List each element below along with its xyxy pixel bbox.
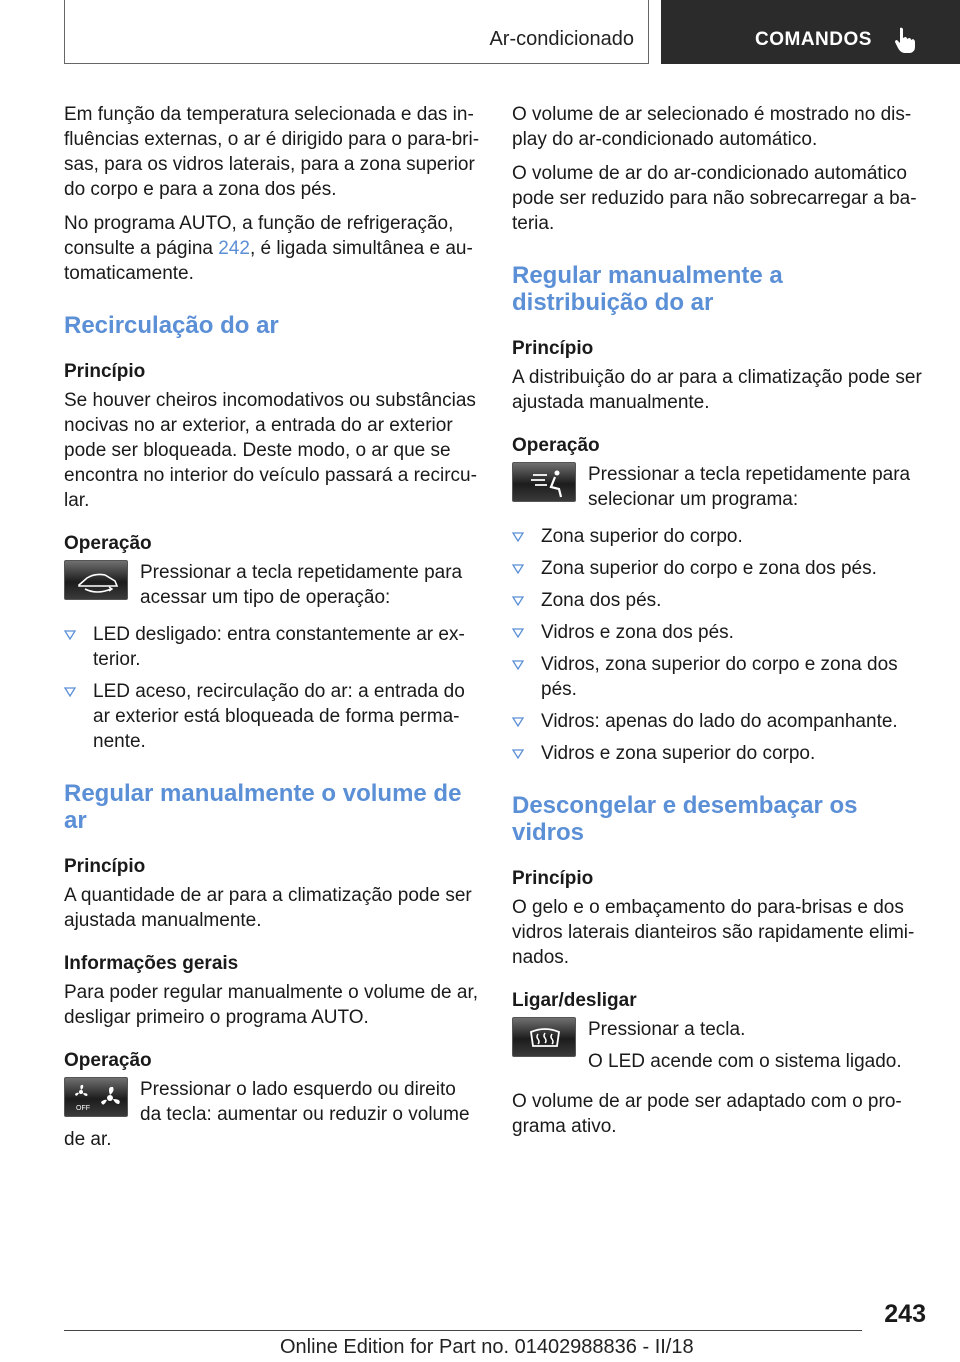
volume-operation-heading: Operação: [64, 1050, 152, 1071]
list-item: Vidros e zona superior do corpo.: [512, 741, 924, 766]
volume-battery-paragraph: O volume de ar do ar-condicionado automático pode ser reduzido para não sobrecarregar a ba-teria.: [512, 163, 917, 234]
list-item: LED desligado: entra constantemente ar ex-terior.: [64, 622, 480, 672]
fan-button-icon: [64, 1077, 128, 1117]
header-chapter-tab: [661, 0, 960, 64]
triangle-bullet-icon: [512, 717, 524, 727]
recirculation-operation-text: Pressionar a tecla repetidamente para acessar um tipo de operação:: [140, 562, 463, 608]
recirculation-heading: Recirculação do ar: [64, 312, 279, 339]
list-item: Zona superior do corpo.: [512, 524, 924, 549]
distribution-operation: [512, 462, 924, 512]
list-item: Vidros: apenas do lado do acompanhante.: [512, 709, 924, 734]
distribution-principle-heading: Princípio: [512, 338, 594, 359]
pointing-hand-icon: [893, 26, 917, 54]
defrost-press-text: Pressionar a tecla.: [588, 1019, 746, 1040]
recirculation-operation-heading: Operação: [64, 533, 152, 554]
triangle-bullet-icon: [512, 532, 524, 542]
header-chapter-label: COMANDOS: [755, 29, 872, 50]
recirculation-button-icon: [64, 560, 128, 600]
volume-info-heading: Informações gerais: [64, 953, 239, 974]
triangle-bullet-icon: [512, 749, 524, 759]
air-distribution-button-icon: [512, 462, 576, 502]
volume-operation-text: Pressionar o lado esquerdo ou direito da tecla: aumentar ou reduzir o volume de ar.: [64, 1079, 470, 1150]
distribution-operation-heading: Operação: [512, 435, 600, 456]
triangle-bullet-icon: [512, 596, 524, 606]
defrost-onoff-heading: Ligar/desligar: [512, 990, 637, 1011]
header-section-box: [64, 0, 649, 64]
triangle-bullet-icon: [512, 564, 524, 574]
defrost-heading: Descongelar e desembaçar os vidros: [512, 792, 858, 846]
header-section-title: Ar-condicionado: [489, 28, 634, 50]
footer-edition: Online Edition for Part no. 01402988836 - II/18: [280, 1336, 694, 1358]
page-number: 243: [884, 1300, 926, 1328]
volume-display-paragraph: O volume de ar selecionado é mostrado no dis-play do ar-condicionado automático.: [512, 104, 912, 150]
list-item: Vidros e zona dos pés.: [512, 620, 924, 645]
volume-principle-heading: Princípio: [64, 856, 146, 877]
intro-paragraph: Em função da temperatura selecionada e das in-fluências externas, o ar é dirigido para o para-bri-sas, para os vidros laterais, para a zona superior do corpo e para a zona dos pés.: [64, 104, 480, 200]
distribution-list: [512, 524, 924, 766]
list-item: LED aceso, recirculação do ar: a entrada do ar exterior está bloqueada de forma perma-nente.: [64, 679, 480, 754]
defrost-principle-heading: Princípio: [512, 868, 594, 889]
footer-divider: [64, 1330, 862, 1331]
volume-heading: Regular manualmente o volume de ar: [64, 780, 462, 834]
right-column: [512, 102, 924, 1148]
list-item: Zona dos pés.: [512, 588, 924, 613]
volume-principle-text: A quantidade de ar para a climatização pode ser ajustada manualmente.: [64, 885, 472, 931]
defrost-operation: [512, 1017, 924, 1083]
distribution-principle-text: A distribuição do ar para a climatização pode ser ajustada manualmente.: [512, 367, 922, 413]
triangle-bullet-icon: [512, 628, 524, 638]
recirculation-operation: [64, 560, 480, 610]
triangle-bullet-icon: [64, 687, 76, 697]
volume-info-text: Para poder regular manualmente o volume de ar, desligar primeiro o programa AUTO.: [64, 982, 479, 1028]
list-item: Vidros, zona superior do corpo e zona dos pés.: [512, 652, 924, 702]
windshield-defrost-button-icon: [512, 1017, 576, 1057]
defrost-principle-text: O gelo e o embaçamento do para-brisas e dos vidros laterais dianteiros são rapidamente elimi-nados.: [512, 897, 915, 968]
list-item: Zona superior do corpo e zona dos pés.: [512, 556, 924, 581]
fan-off-label: OFF: [76, 1105, 90, 1112]
recirculation-principle-heading: Princípio: [64, 361, 146, 382]
auto-paragraph: No programa AUTO, a função de refrigeração, consulte a página 242, é ligada simultânea e au-tomaticamente.: [64, 213, 473, 284]
page-link-242[interactable]: 242: [218, 238, 250, 259]
distribution-operation-text: Pressionar a tecla repetidamente para selecionar um programa:: [588, 464, 911, 510]
volume-operation: [64, 1077, 480, 1152]
left-column: [64, 102, 480, 1152]
distribution-heading: Regular manualmente a distribuição do ar: [512, 262, 783, 316]
defrost-led-text: O LED acende com o sistema ligado.: [588, 1051, 902, 1072]
recirculation-list: [64, 622, 480, 754]
triangle-bullet-icon: [64, 630, 76, 640]
recirculation-principle-text: Se houver cheiros incomodativos ou substâncias nocivas no ar exterior, a entrada do ar exterior pode ser bloqueada. Deste modo, o ar que se encontra no interior do veículo passará a recircu-lar.: [64, 390, 477, 511]
defrost-final-paragraph: O volume de ar pode ser adaptado com o pro-grama ativo.: [512, 1091, 902, 1137]
triangle-bullet-icon: [512, 660, 524, 670]
